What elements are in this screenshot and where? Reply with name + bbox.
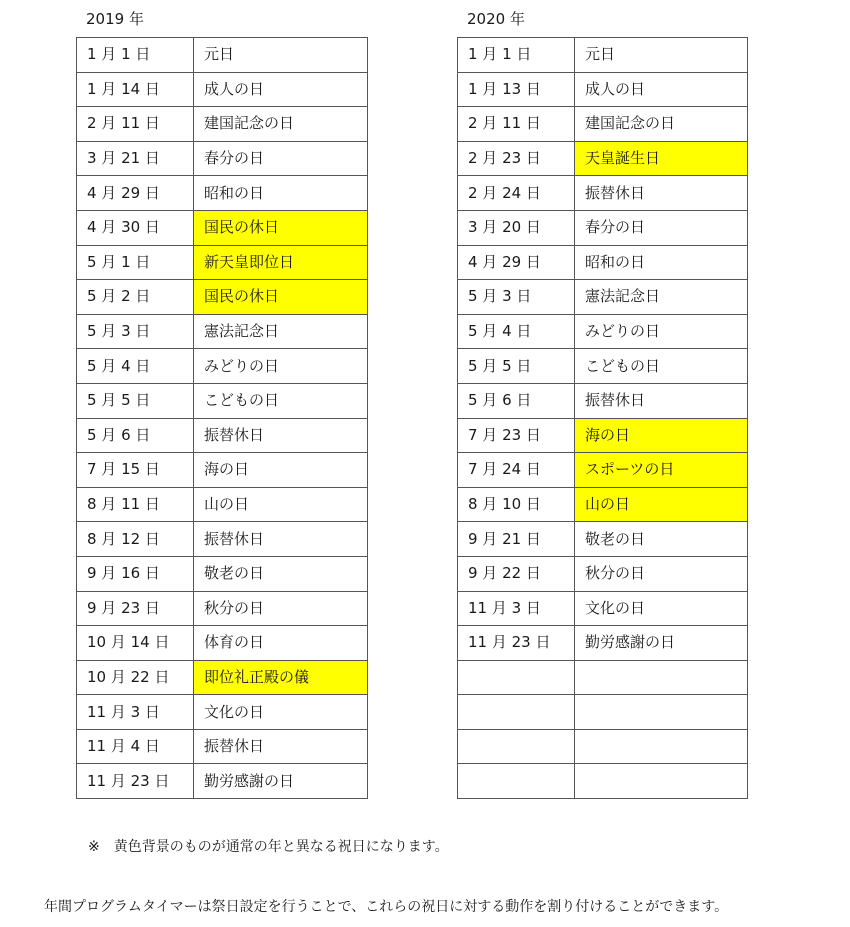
table-row: [77, 245, 368, 280]
table-row: [458, 660, 748, 695]
table-row: [77, 314, 368, 349]
table-row: [77, 660, 368, 695]
holiday-date: 5 月 3 日: [458, 280, 575, 315]
holiday-name: 山の日: [194, 487, 368, 522]
holiday-name: 文化の日: [194, 695, 368, 730]
table-row: [77, 176, 368, 211]
table-row: [458, 418, 748, 453]
table-row: [458, 314, 748, 349]
table-row: [77, 38, 368, 73]
table-row: [77, 487, 368, 522]
holiday-date: 2 月 24 日: [458, 176, 575, 211]
holiday-name: 建国記念の日: [194, 107, 368, 142]
footer-text: 年間プログラムタイマーは祭日設定を行うことで、これらの祝日に対する動作を割り付けることができます。: [44, 899, 729, 915]
holiday-name: [575, 660, 748, 695]
table-row: [77, 383, 368, 418]
holiday-name: 建国記念の日: [575, 107, 748, 142]
table-row: [77, 556, 368, 591]
table-row: [77, 626, 368, 661]
table-row: [77, 729, 368, 764]
holiday-name: 振替休日: [575, 176, 748, 211]
holiday-name: 振替休日: [194, 418, 368, 453]
holiday-date: 4 月 29 日: [77, 176, 194, 211]
holiday-date: 11 月 3 日: [77, 695, 194, 730]
table-row: [77, 349, 368, 384]
table-row: [77, 141, 368, 176]
holiday-date: 5 月 2 日: [77, 280, 194, 315]
table-row: [77, 453, 368, 488]
table-row: [77, 210, 368, 245]
table-row: [458, 591, 748, 626]
holiday-name: 山の日: [575, 487, 748, 522]
holiday-name: 振替休日: [575, 383, 748, 418]
holiday-date: 5 月 4 日: [77, 349, 194, 384]
table-row: [458, 349, 748, 384]
table-row: [458, 245, 748, 280]
holiday-date: 5 月 3 日: [77, 314, 194, 349]
holiday-date: [458, 764, 575, 799]
holiday-name: 新天皇即位日: [194, 245, 368, 280]
table-row: [458, 210, 748, 245]
holiday-name: [575, 729, 748, 764]
holiday-name: 秋分の日: [194, 591, 368, 626]
holiday-name: 勤労感謝の日: [194, 764, 368, 799]
holiday-date: 5 月 5 日: [458, 349, 575, 384]
holiday-date: [458, 695, 575, 730]
table-row: [77, 280, 368, 315]
table-row: [458, 72, 748, 107]
holiday-name: 成人の日: [575, 72, 748, 107]
holiday-name: 憲法記念日: [194, 314, 368, 349]
table-row: [458, 556, 748, 591]
holiday-table-2019: [76, 37, 368, 799]
holiday-name: [575, 695, 748, 730]
holiday-name: 文化の日: [575, 591, 748, 626]
table-row: [458, 764, 748, 799]
holiday-name: 勤労感謝の日: [575, 626, 748, 661]
holiday-date: 9 月 16 日: [77, 556, 194, 591]
table-row: [458, 487, 748, 522]
table-row: [77, 695, 368, 730]
holiday-date: 2 月 23 日: [458, 141, 575, 176]
table-row: [458, 626, 748, 661]
holiday-date: 7 月 15 日: [77, 453, 194, 488]
table-row: [77, 418, 368, 453]
holiday-date: 10 月 22 日: [77, 660, 194, 695]
table-row: [458, 176, 748, 211]
holiday-date: 11 月 3 日: [458, 591, 575, 626]
table-row: [458, 383, 748, 418]
holiday-table-2020: [457, 37, 748, 799]
holiday-name: こどもの日: [194, 383, 368, 418]
table-row: [458, 522, 748, 557]
holiday-date: 1 月 14 日: [77, 72, 194, 107]
holiday-date: 2 月 11 日: [77, 107, 194, 142]
holiday-date: 4 月 29 日: [458, 245, 575, 280]
holiday-date: 5 月 4 日: [458, 314, 575, 349]
holiday-date: 11 月 23 日: [77, 764, 194, 799]
table-row: [77, 107, 368, 142]
holiday-name: 元日: [575, 38, 748, 73]
holiday-name: 敬老の日: [194, 556, 368, 591]
holiday-date: 8 月 10 日: [458, 487, 575, 522]
holiday-name: みどりの日: [575, 314, 748, 349]
holiday-date: 1 月 1 日: [77, 38, 194, 73]
holiday-date: 7 月 23 日: [458, 418, 575, 453]
holiday-date: 4 月 30 日: [77, 210, 194, 245]
holiday-date: 9 月 21 日: [458, 522, 575, 557]
table-row: [77, 522, 368, 557]
holiday-name: [575, 764, 748, 799]
holiday-date: 1 月 1 日: [458, 38, 575, 73]
table-row: [458, 107, 748, 142]
holiday-name: 海の日: [575, 418, 748, 453]
holiday-name: 憲法記念日: [575, 280, 748, 315]
holiday-name: みどりの日: [194, 349, 368, 384]
holiday-date: 11 月 23 日: [458, 626, 575, 661]
holiday-name: 振替休日: [194, 729, 368, 764]
holiday-name: 振替休日: [194, 522, 368, 557]
table-row: [458, 453, 748, 488]
holiday-name: 元日: [194, 38, 368, 73]
table-row: [458, 695, 748, 730]
holiday-name: 国民の休日: [194, 280, 368, 315]
holiday-name: スポーツの日: [575, 453, 748, 488]
holiday-date: 5 月 6 日: [77, 418, 194, 453]
holiday-date: 9 月 22 日: [458, 556, 575, 591]
holiday-name: 国民の休日: [194, 210, 368, 245]
holiday-name: 即位礼正殿の儀: [194, 660, 368, 695]
holiday-date: [458, 660, 575, 695]
holiday-name: 春分の日: [575, 210, 748, 245]
holiday-date: 5 月 6 日: [458, 383, 575, 418]
table-row: [458, 729, 748, 764]
holiday-date: 3 月 21 日: [77, 141, 194, 176]
holiday-name: こどもの日: [575, 349, 748, 384]
holiday-date: 9 月 23 日: [77, 591, 194, 626]
holiday-name: 体育の日: [194, 626, 368, 661]
holiday-date: 5 月 1 日: [77, 245, 194, 280]
holiday-name: 春分の日: [194, 141, 368, 176]
holiday-name: 海の日: [194, 453, 368, 488]
holiday-name: 敬老の日: [575, 522, 748, 557]
holiday-date: 3 月 20 日: [458, 210, 575, 245]
table-row: [77, 764, 368, 799]
table-row: [458, 141, 748, 176]
year-title-2020: 2020 年: [467, 10, 525, 28]
year-title-2019: 2019 年: [86, 10, 144, 28]
table-row: [458, 38, 748, 73]
holiday-date: 1 月 13 日: [458, 72, 575, 107]
holiday-name: 成人の日: [194, 72, 368, 107]
holiday-name: 昭和の日: [575, 245, 748, 280]
holiday-name: 秋分の日: [575, 556, 748, 591]
holiday-name: 天皇誕生日: [575, 141, 748, 176]
table-row: [77, 591, 368, 626]
table-row: [77, 72, 368, 107]
holiday-date: 2 月 11 日: [458, 107, 575, 142]
table-row: [458, 280, 748, 315]
holiday-date: 11 月 4 日: [77, 729, 194, 764]
holiday-name: 昭和の日: [194, 176, 368, 211]
holiday-date: 10 月 14 日: [77, 626, 194, 661]
holiday-date: 8 月 12 日: [77, 522, 194, 557]
holiday-date: [458, 729, 575, 764]
highlight-note: ※ 黄色背景のものが通常の年と異なる祝日になります。: [88, 839, 449, 855]
holiday-date: 5 月 5 日: [77, 383, 194, 418]
holiday-date: 7 月 24 日: [458, 453, 575, 488]
holiday-date: 8 月 11 日: [77, 487, 194, 522]
